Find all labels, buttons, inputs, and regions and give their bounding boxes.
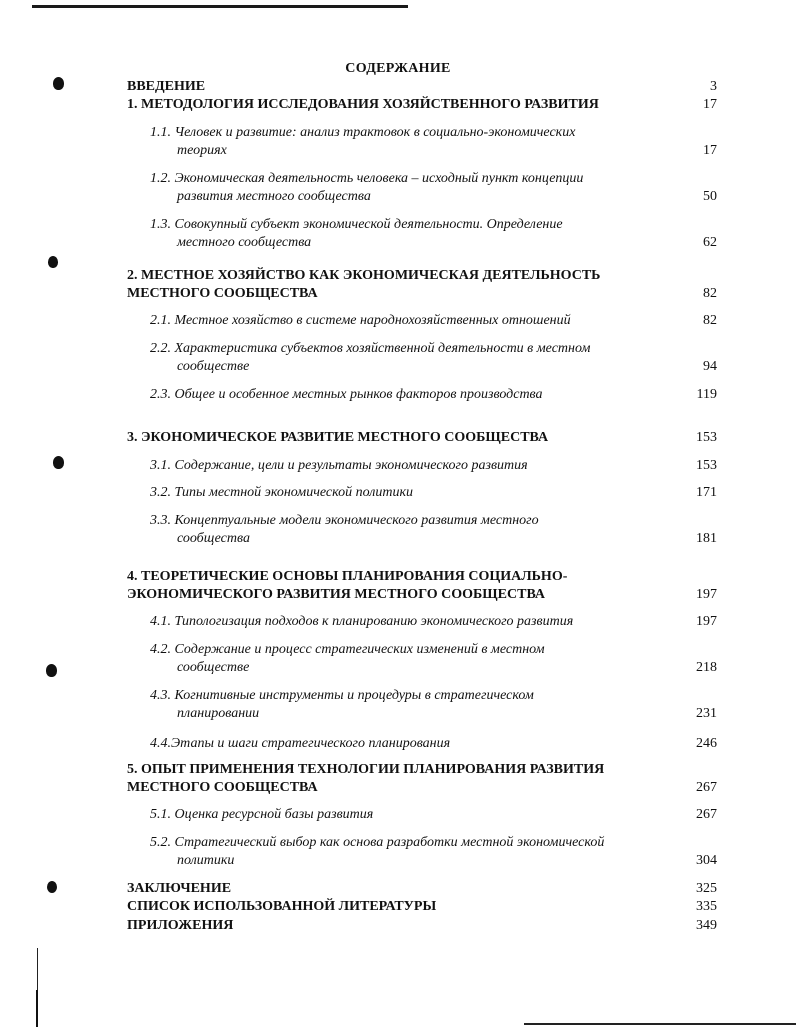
toc-entry-section-1-2[interactable] [150,170,717,206]
toc-entry-text: 1.2. Экономическая деятельность человека – исходный пункт концепции [150,171,584,186]
toc-page-number: 304 [696,853,717,868]
toc-entry-section-4-1[interactable] [150,613,717,631]
toc-entry-chapter-1[interactable] [127,96,717,114]
toc-entry-references[interactable] [127,898,717,916]
toc-entry-text: 2.1. Местное хозяйство в системе народнохозяйственных отношений [150,313,571,328]
scan-edge-line [524,1023,796,1025]
toc-page-number: 267 [696,807,717,822]
punch-hole-mark [53,456,64,469]
toc-entry-text: 4.4.Этапы и шаги стратегического планирования [150,736,451,751]
scan-edge-line [36,990,38,1027]
toc-entry-appendices[interactable] [127,917,717,935]
toc-entry-section-5-1[interactable] [150,806,717,824]
toc-page-number: 171 [696,485,717,500]
toc-entry-conclusion[interactable] [127,880,717,898]
toc-entry-section-2-2[interactable] [150,340,717,376]
toc-entry-section-1-3[interactable] [150,216,717,252]
toc-entry-section-3-3[interactable] [150,512,717,548]
toc-entry-text: 5. ОПЫТ ПРИМЕНЕНИЯ ТЕХНОЛОГИИ ПЛАНИРОВАНИЯ РАЗВИТИЯ [127,762,605,777]
punch-hole-mark [46,664,57,677]
toc-page-number: 335 [696,899,717,914]
toc-entry-chapter-4[interactable] [127,568,717,604]
toc-entry-text: 3.1. Содержание, цели и результаты экономического развития [150,458,528,473]
toc-page-number: 17 [703,97,717,112]
toc-entry-text-continued: сообщества [177,531,250,546]
toc-entry-text-continued: сообществе [177,359,250,374]
toc-page-number: 82 [703,286,717,301]
toc-entry-text: 1.3. Совокупный субъект экономической деятельности. Определение [150,217,563,232]
toc-entry-text: 5.2. Стратегический выбор как основа разработки местной экономической [150,835,605,850]
toc-entry-text: ВВЕДЕНИЕ [127,79,206,94]
toc-entry-text-continued: сообществе [177,660,250,675]
toc-entry-text: 1.1. Человек и развитие: анализ трактовок в социально-экономических [150,125,576,140]
toc-entry-text-continued: планировании [177,706,260,721]
toc-entry-section-4-3[interactable] [150,687,717,723]
toc-entry-text-continued: теориях [177,143,227,158]
toc-entry-text: СПИСОК ИСПОЛЬЗОВАННОЙ ЛИТЕРАТУРЫ [127,899,437,914]
toc-page-number: 267 [696,780,717,795]
toc-entry-text: 3.3. Концептуальные модели экономического развития местного [150,513,539,528]
toc-entry-text-continued: ЭКОНОМИЧЕСКОГО РАЗВИТИЯ МЕСТНОГО СООБЩЕСТВА [127,587,546,602]
toc-entry-chapter-5[interactable] [127,761,717,797]
toc-entry-section-3-1[interactable] [150,457,717,475]
toc-entry-text-continued: МЕСТНОГО СООБЩЕСТВА [127,780,318,795]
toc-entry-section-4-4[interactable] [150,735,717,753]
toc-entry-text: ЗАКЛЮЧЕНИЕ [127,881,232,896]
toc-entry-section-4-2[interactable] [150,641,717,677]
toc-page-number: 119 [696,387,717,402]
page-title: СОДЕРЖАНИЕ [345,61,451,76]
toc-page-number: 50 [703,189,717,204]
toc-page-number: 349 [696,918,717,933]
toc-entry-text-continued: МЕСТНОГО СООБЩЕСТВА [127,286,318,301]
toc-entry-text-continued: местного сообщества [177,235,312,250]
toc-entry-section-2-1[interactable] [150,312,717,330]
toc-page-number: 246 [696,736,717,751]
toc-entry-chapter-2[interactable] [127,267,717,303]
toc-page-number: 82 [703,313,717,328]
toc-entry-text: 4.3. Когнитивные инструменты и процедуры в стратегическом [150,688,534,703]
toc-entry-text: 1. МЕТОДОЛОГИЯ ИССЛЕДОВАНИЯ ХОЗЯЙСТВЕННОГО РАЗВИТИЯ [127,97,599,112]
toc-entry-text: 2.3. Общее и особенное местных рынков факторов производства [150,387,543,402]
toc-entry-chapter-3[interactable] [127,429,717,447]
punch-hole-mark [47,881,57,893]
toc-entry-text: ПРИЛОЖЕНИЯ [127,918,234,933]
toc-entry-text-continued: развития местного сообщества [177,189,371,204]
toc-page-number: 3 [710,79,717,94]
toc-entry-introduction[interactable] [127,78,717,96]
toc-entry-section-2-3[interactable] [150,386,717,404]
toc-page-number: 181 [696,531,717,546]
toc-page-number: 325 [696,881,717,896]
toc-entry-text: 2. МЕСТНОЕ ХОЗЯЙСТВО КАК ЭКОНОМИЧЕСКАЯ ДЕЯТЕЛЬНОСТЬ [127,268,601,283]
toc-page-number: 17 [703,143,717,158]
scan-edge-line [32,5,408,8]
toc-entry-text: 3. ЭКОНОМИЧЕСКОЕ РАЗВИТИЕ МЕСТНОГО СООБЩЕСТВА [127,430,549,445]
toc-entry-text: 4.2. Содержание и процесс стратегических изменений в местном [150,642,545,657]
punch-hole-mark [48,256,58,268]
toc-entry-text: 5.1. Оценка ресурсной базы развития [150,807,374,822]
toc-page-number: 197 [696,587,717,602]
toc-entry-section-3-2[interactable] [150,484,717,502]
toc-entry-section-5-2[interactable] [150,834,717,870]
toc-page-number: 62 [703,235,717,250]
punch-hole-mark [53,77,64,90]
toc-page-number: 218 [696,660,717,675]
toc-entry-section-1-1[interactable] [150,124,717,160]
toc-entry-text: 4. ТЕОРЕТИЧЕСКИЕ ОСНОВЫ ПЛАНИРОВАНИЯ СОЦИАЛЬНО- [127,569,568,584]
toc-page-number: 153 [696,430,717,445]
toc-page-number: 197 [696,614,717,629]
toc-page-number: 231 [696,706,717,721]
toc-entry-text-continued: политики [177,853,235,868]
toc-page-number: 153 [696,458,717,473]
toc-entry-text: 2.2. Характеристика субъектов хозяйственной деятельности в местном [150,341,591,356]
toc-entry-text: 4.1. Типологизация подходов к планированию экономического развития [150,614,574,629]
toc-page-number: 94 [703,359,717,374]
toc-entry-text: 3.2. Типы местной экономической политики [150,485,414,500]
